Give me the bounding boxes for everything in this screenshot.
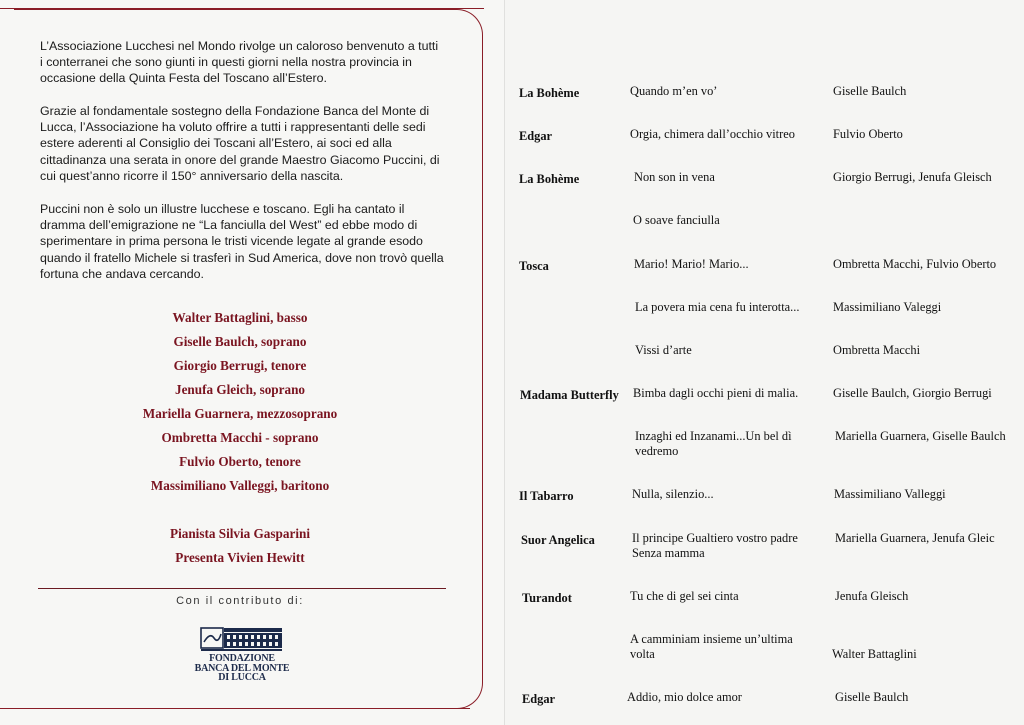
aria-title: Inzaghi ed Inzanami...Un bel dì vedremo — [635, 429, 792, 458]
divider — [38, 588, 446, 589]
aria-title: A camminiam insieme un’ultima volta — [630, 632, 793, 661]
performer-item: Ombretta Macchi - soprano — [161, 430, 319, 445]
performers-list — [40, 309, 440, 501]
opera-title: La Bohème — [519, 86, 580, 100]
singers: Ombretta Macchi — [833, 343, 921, 357]
sponsor-line: DI LUCCA — [218, 672, 266, 683]
opera-title: Edgar — [522, 692, 556, 706]
credits — [40, 525, 440, 573]
aria-title: Quando m’en vo’ — [630, 84, 718, 98]
intro-paragraph-1: L’Associazione Lucchesi nel Mondo rivolge un caloroso benvenuto a tutti i conterranei che sono giunti in questi giorni nella nostra provincia in occasione della Quinta Festa del Toscano all’Estero. — [40, 39, 439, 86]
singers: Mariella Guarnera, Jenufa Gleic — [835, 531, 995, 545]
aria-title: La povera mia cena fu interotta... — [635, 300, 800, 314]
performer-item: Jenufa Gleich, soprano — [174, 382, 306, 397]
singers: Walter Battaglini — [832, 647, 917, 661]
opera-title: La Bohème — [519, 172, 580, 186]
opera-title: Suor Angelica — [521, 533, 595, 547]
singers: Fulvio Oberto — [833, 127, 903, 141]
singers: Giorgio Berrugi, Jenufa Gleisch — [833, 170, 992, 184]
opera-title: Madama Butterfly — [520, 388, 619, 402]
intro-paragraph-2: Grazie al fondamentale sostegno della Fondazione Banca del Monte di Lucca, l’Associazione ha voluto offrire a tutti i rappresentanti delle sedi estere aderenti al Consiglio dei Toscani all’Estero, ai soci ed alla cittadinanza una serata in onore del grande Maestro Giacomo Puccini, di cui quest’anno ricorre il 150° anniversario della nascita. — [40, 104, 440, 183]
intro-paragraph-3: Puccini non è solo un illustre lucchese e toscano. Egli ha cantato il dramma dell’emigrazione ne “La fanciulla del West” ed ebbe modo di sperimentare in prima persona le tristi vicende legate al grande esodo quando il fratello Michele si trasferì in Sud America, dove non trovò quella fortuna che andava cercando. — [40, 202, 444, 281]
presenter-credit: Presenta Vivien Hewitt — [175, 550, 305, 565]
singers: Giselle Baulch — [835, 690, 909, 704]
aria-title: O soave fanciulla — [633, 213, 720, 227]
singers: Mariella Guarnera, Giselle Baulch — [835, 429, 1006, 443]
singers: Jenufa Gleisch — [835, 589, 909, 603]
singers: Ombretta Macchi, Fulvio Oberto — [833, 257, 997, 271]
left-page — [0, 0, 505, 725]
frame-border-bottom — [0, 708, 470, 709]
aria-title: Addio, mio dolce amor — [627, 690, 742, 704]
sponsor-line: FONDAZIONE — [209, 653, 275, 664]
bank-building-icon — [200, 624, 284, 652]
aria-title: Bimba dagli occhi pieni di malia. — [633, 386, 799, 400]
aria-title: Tu che di gel sei cinta — [630, 589, 739, 603]
aria-title: Orgia, chimera dall’occhio vitreo — [630, 127, 795, 141]
aria-title: Non son in vena — [634, 170, 715, 184]
aria-title: Nulla, silenzio... — [632, 487, 714, 501]
sponsor-logo — [182, 622, 302, 692]
performer-item: Fulvio Oberto, tenore — [179, 454, 301, 469]
aria-title: Mario! Mario! Mario... — [634, 257, 749, 271]
right-page — [505, 0, 1024, 725]
aria-title: Il principe Gualtiero vostro padre Senza mamma — [632, 531, 798, 560]
performer-item: Giselle Baulch, soprano — [173, 334, 307, 349]
singers: Giselle Baulch, Giorgio Berrugi — [833, 386, 992, 400]
opera-title: Edgar — [519, 129, 553, 143]
performer-item: Walter Battaglini, basso — [172, 310, 308, 325]
opera-title: Il Tabarro — [519, 489, 574, 503]
singers: Giselle Baulch — [833, 84, 907, 98]
performer-item: Mariella Guarnera, mezzosoprano — [142, 406, 338, 421]
singers: Massimiliano Valleggi — [834, 487, 946, 501]
opera-title: Turandot — [522, 591, 572, 605]
sponsor-line: BANCA DEL MONTE — [194, 662, 290, 674]
pianist-credit: Pianista Silvia Gasparini — [170, 526, 310, 541]
performer-item: Massimiliano Valleggi, baritono — [150, 478, 330, 493]
contribution-label: Con il contributo di: — [176, 595, 304, 607]
performer-item: Giorgio Berrugi, tenore — [173, 358, 307, 373]
sponsor-name — [182, 654, 302, 683]
aria-title: Vissi d’arte — [635, 343, 692, 357]
singers: Massimiliano Valeggi — [833, 300, 942, 314]
opera-title: Tosca — [519, 259, 549, 273]
